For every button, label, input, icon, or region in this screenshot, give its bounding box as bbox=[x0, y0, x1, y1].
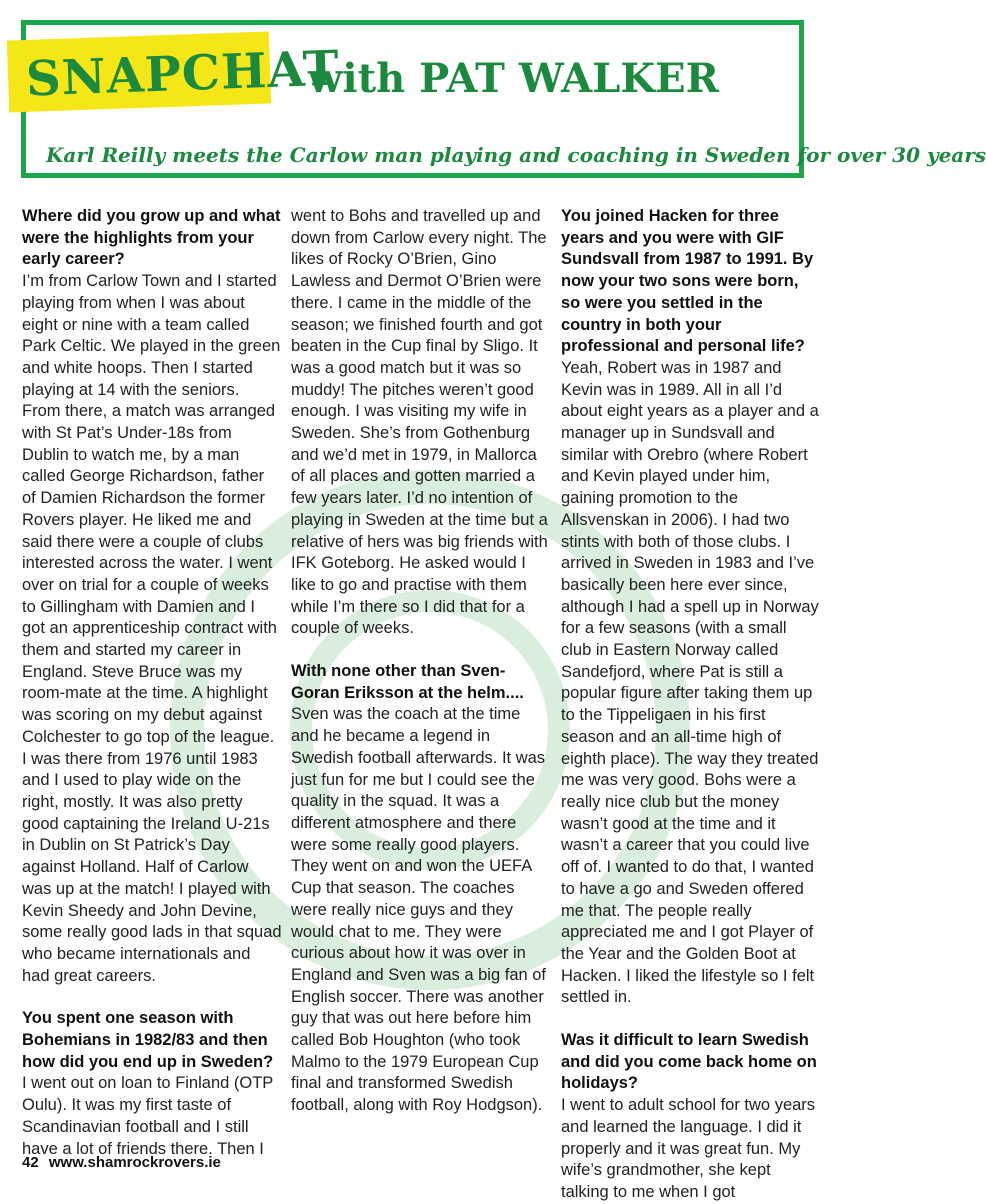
page-number: 42 bbox=[22, 1154, 39, 1171]
question-1: Where did you grow up and what were the highlights from your early career? bbox=[22, 207, 281, 269]
answer-5: I went to adult school for two years and learned the language. I did it properly and it was great fun. My wife’s grandmother, she kept talking to me when I got bbox=[561, 1096, 816, 1201]
column-3 bbox=[561, 206, 821, 1204]
answer-2: I went out on loan to Finland (OTP Oulu). It was my first taste of Scandinavian football and I still have a lot of friends there. Then I bbox=[22, 1074, 274, 1158]
website-link[interactable]: www.shamrockrovers.ie bbox=[48, 1154, 221, 1171]
answer-4: Yeah, Robert was in 1987 and Kevin was in 1989. All in all I’d about eight years as a player and a manager up in Sundsvall and similar with Orebro (where Robert and Kevin played under him, gaining promotion to the Allsvenskan in 2006). I had two stints with both of those clubs. I arrived in Sweden in 1983 and I’ve basically been here ever since, although I had a spell up in Norway for a few seasons (with a small club in Eastern Norway called Sandefjord, where Pat is still a popular figure after taking them up to the Tippeligaen in his first season and an all-time high of eighth place). The way they treated me was very good. Bohs were a really nice club but the money wasn’t good at the time and it wasn’t a career that you could live off of. I wanted to do that, I wanted to have a go and Sweden offered me that. The people really appreciated me and I got Player of the Year and the Golden Boot at Hacken. I liked the lifestyle so I felt settled in. bbox=[561, 358, 819, 1007]
answer-1: I’m from Carlow Town and I started playing from when I was about eight or nine with a team called Park Celtic. We played in the green and white hoops. Then I started playing at 14 with the seniors. From there, a match was arranged with St Pat’s Under-18s from Dublin to watch me, by a man called George Richardson, father of Damien Richardson the former Rovers player. He liked me and said there were a couple of clubs interested across the water. I went over on trial for a couple of weeks to Gillingham with Damien and I got an apprenticeship contract with them and started my career in England. Steve Bruce was my room-mate at the time. A highlight was scoring on my debut against Colchester to go top of the league. I was there from 1976 until 1983 and I used to play wide on the right, mostly. It was also pretty good captaining the Ireland U-21s in Dublin on St Patrick’s Day against Holland. Half of Carlow was up at the match! I played with Kevin Sheedy and John Devine, some really good lads in that squad who became internationals and had great careers. bbox=[22, 272, 282, 985]
question-4: You joined Hacken for three years and you were with GIF Sundsvall from 1987 to 1991. By now your two sons were born, so were you settled in the country in both your professional and personal life? bbox=[561, 207, 814, 356]
column-2 bbox=[291, 206, 551, 1117]
question-2: You spent one season with Bohemians in 1982/83 and then how did you end up in Sweden? bbox=[22, 1009, 274, 1071]
question-5: Was it difficult to learn Swedish and did you come back home on holidays? bbox=[561, 1031, 817, 1093]
snapchat-label: SNAPCHAT bbox=[25, 40, 341, 108]
answer-2-continued: went to Bohs and travelled up and down from Carlow every night. The likes of Rocky O’Brien, Gino Lawless and Dermot O’Brien were there. I came in the middle of the season; we finished fourth and got beaten in the Cup final by Sligo. It was a good match but it was so muddy! The pitches weren’t good enough. I was visiting my wife in Sweden. She’s from Gothenburg and we’d met in 1979, in Mallorca of all places and gotten married a few years later. I’d no intention of playing in Sweden at the time but a relative of hers was big friends with IFK Goteborg. He asked would I like to go and practise with them while I’m there so I did that for a couple of weeks. bbox=[291, 207, 548, 638]
article-title: with PAT WALKER bbox=[308, 55, 719, 102]
answer-3: Sven was the coach at the time and he became a legend in Swedish football afterwards. It was just fun for me but I could see the quality in the squad. It was a different atmosphere and there were some really good players. They went on and won the UEFA Cup that season. The coaches were really nice guys and they would chat to me. They were curious about how it was over in England and Sven was a big fan of English soccer. There was another guy that was out here before him called Bob Houghton (who took Malmo to the 1979 European Cup final and transformed Swedish football, along with Roy Hodgson). bbox=[291, 705, 547, 1115]
question-3: With none other than Sven-Goran Eriksson at the helm.... bbox=[291, 662, 524, 702]
column-1 bbox=[22, 206, 282, 1160]
article-subtitle: Karl Reilly meets the Carlow man playing and coaching in Sweden for over 30 years bbox=[46, 143, 986, 167]
page-footer bbox=[22, 1152, 221, 1174]
